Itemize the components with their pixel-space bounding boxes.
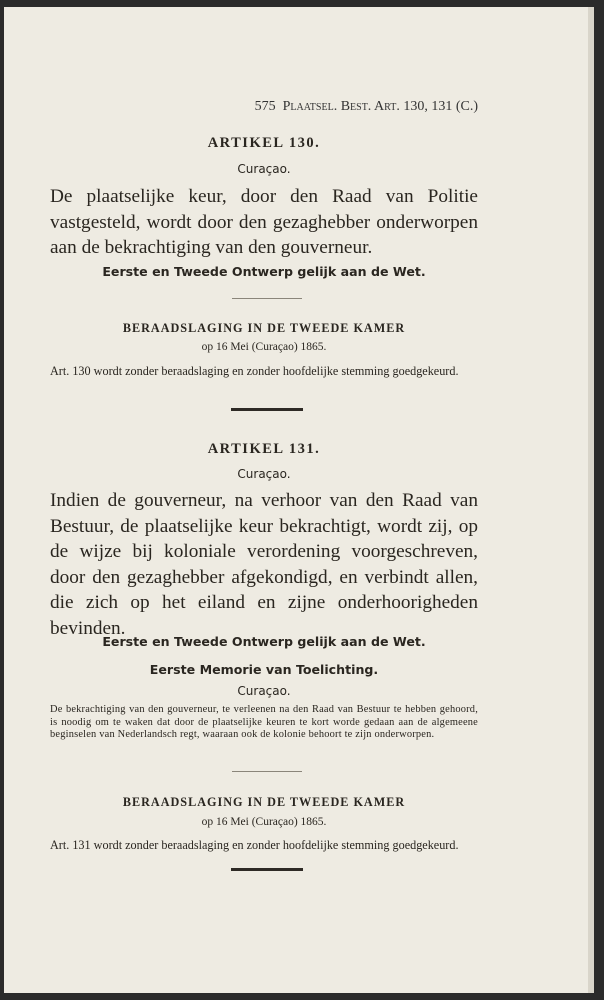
running-header bbox=[255, 99, 478, 115]
article-131-title: ARTIKEL 131. bbox=[207, 441, 321, 457]
article-130-deliberation-date: op 16 Mei (Curaçao) 1865. bbox=[201, 341, 327, 353]
article-130-deliberation-text: Art. 130 wordt zonder beraadslaging en zonder hoofdelijke stemming goedgekeurd. bbox=[50, 364, 459, 378]
page-edge bbox=[588, 7, 594, 993]
article-130-deliberation-heading: BERAADSLAGING IN DE TWEEDE KAMER bbox=[122, 321, 406, 335]
article-131-deliberation-heading: BERAADSLAGING IN DE TWEEDE KAMER bbox=[122, 795, 406, 809]
running-title: Plaatsel. Best. Art. 130, 131 (C.) bbox=[282, 99, 478, 114]
memorie-text: De bekrachtiging van den gouverneur, te verleenen na den Raad van Bestuur te hebben gehoord, is noodig om te waken dat door de plaatselijke keuren te kort worde gedaan aan de algemeene beginselen van Nederlandsch regt, waaraan ook de kolonie behoort te zijn onderworpen. bbox=[50, 704, 478, 740]
page-number: 575 bbox=[254, 99, 276, 114]
article-131-place: Curaçao. bbox=[237, 467, 291, 481]
article-130-ontwerp: Eerste en Tweede Ontwerp gelijk aan de Wet. bbox=[102, 264, 426, 279]
article-131-deliberation-date: op 16 Mei (Curaçao) 1865. bbox=[201, 816, 327, 828]
book-page bbox=[4, 7, 594, 993]
memorie-title: Eerste Memorie van Toelichting. bbox=[149, 662, 379, 677]
divider-thick bbox=[231, 408, 303, 411]
article-130-place: Curaçao. bbox=[237, 162, 291, 176]
memorie-place: Curaçao. bbox=[237, 684, 291, 698]
article-130-title: ARTIKEL 130. bbox=[207, 135, 321, 151]
divider-thin bbox=[232, 298, 302, 299]
article-131-ontwerp: Eerste en Tweede Ontwerp gelijk aan de Wet. bbox=[102, 634, 426, 649]
divider-thick bbox=[231, 868, 303, 871]
article-130-text: De plaatselijke keur, door den Raad van Politie vastgesteld, wordt door den gezaghebber onderworpen aan de bekrachtiging van den gouverneur. bbox=[50, 186, 478, 258]
divider-thin bbox=[232, 771, 302, 772]
article-131-text: Indien de gouverneur, na verhoor van den Raad van Bestuur, de plaatselijke keur bekrachtigt, wordt zij, op de wijze bij koloniale verordening voorgeschreven, door den gezaghebber afgekondigd, en verbindt allen, die zich op het eiland en zijne onderhoorigheden bevinden. bbox=[50, 490, 478, 639]
article-131-deliberation-text: Art. 131 wordt zonder beraadslaging en zonder hoofdelijke stemming goedgekeurd. bbox=[50, 838, 459, 852]
